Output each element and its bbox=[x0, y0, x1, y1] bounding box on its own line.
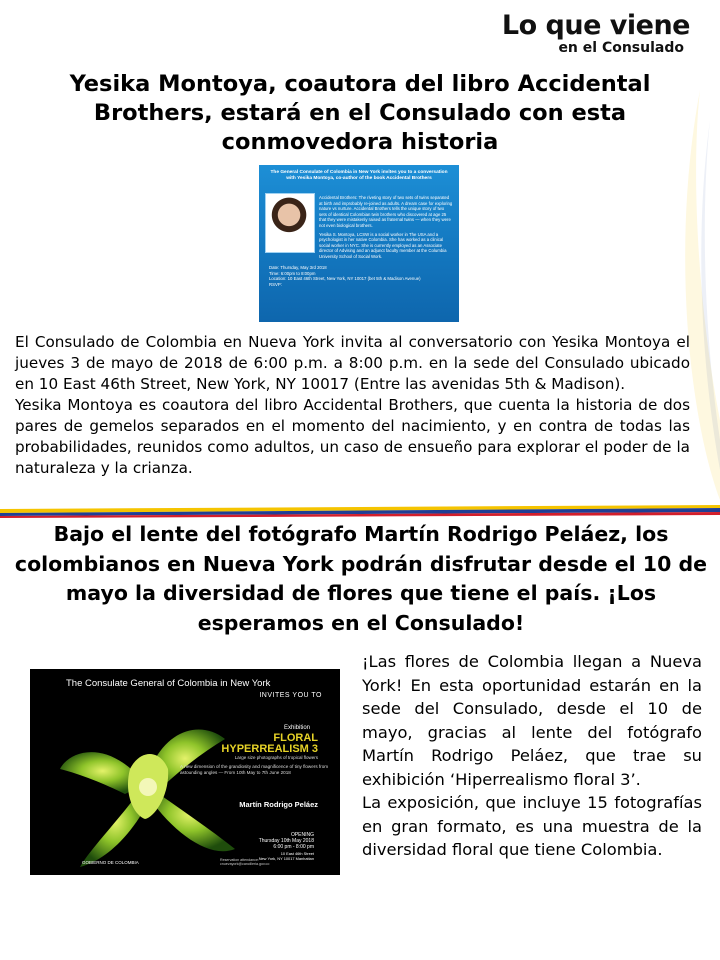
invitation-time: Time: 6:00pm to 8:00pm bbox=[269, 270, 316, 276]
article2-paragraph2: La exposición, que incluye 15 fotografías en gran formato, es una muestra de la diversidad floral que tiene Colombia. bbox=[362, 793, 702, 859]
invitation-date: Date: Thursday, May 3rd 2018 bbox=[269, 265, 327, 270]
logo-title: Lo que viene bbox=[501, 10, 690, 41]
invitation-card-details bbox=[269, 265, 449, 287]
invitation-card bbox=[259, 165, 459, 322]
article1-title: Yesika Montoya, coautora del libro Accidental Brothers, estará en el Consulado con esta conmovedora historia bbox=[69, 71, 651, 155]
invitation-card-header: The General Consulate of Colombia in New York invites you to a conversation with Yesika Montoya, co-author of the book Accidental Brothers bbox=[270, 170, 448, 181]
poster-rsvp-email: cnuevayork@cancilleria.gov.co bbox=[220, 862, 270, 867]
invitation-rsvp: RSVP: bbox=[269, 281, 282, 287]
poster-description: A new dimension of the grandiosity and magnificence of tiny flowers from astounding angles — From 10th May to 7th June 2018 bbox=[180, 764, 329, 775]
author-photo bbox=[265, 193, 315, 253]
invitation-card-body bbox=[319, 195, 453, 260]
poster-hyper-word: HYPERREALISM 3 bbox=[221, 743, 318, 755]
orchid-flower-image bbox=[50, 699, 240, 869]
poster-subtitle: Large size photographs of tropical flowers bbox=[234, 755, 318, 760]
poster-floral-word: FLORAL bbox=[273, 732, 318, 744]
article1-paragraph: El Consulado de Colombia en Nueva York invita al conversatorio con Yesika Montoya el jueves 3 de mayo de 2018 de 6:00 p.m. a 8:00 p.m. en la sede del Consulado ubicado en 10 East 46th Street, New York, NY 10017 (Entre las avenidas 5th & Madison). Yesika Montoya es coautora del libro Accidental Brothers, que cuenta la historia de dos pares de gemelos separados en el momento del nacimiento, y en contra de todas las probabilidades, reunidos como adultos, un caso de ensueño para explorar el poder de la naturaleza y la crianza. bbox=[15, 333, 690, 477]
article2-text bbox=[362, 650, 702, 862]
invitation-card-bio: Yesika S. Montoya, LCSW is a social worker in The USA and a psychologist in her native Colombia. She has worked as a clinical social worker in NYC. She is currently employed as an Associate director of Advising and an adjunct faculty member at the Columbia University School of Social Work. bbox=[319, 231, 447, 259]
exhibition-poster bbox=[30, 669, 340, 875]
poster-opening bbox=[259, 832, 314, 850]
poster-rsvp-label: Reservation attendance: bbox=[220, 858, 259, 862]
header-logo bbox=[502, 12, 690, 56]
article2-paragraph1: ¡Las flores de Colombia llegan a Nueva York! En esta oportunidad estarán en la sede del Consulado, desde el 10 de mayo, gracias al lente del fotógrafo Martín Rodrigo Peláez, que trae su exhibición ‘Hiperrealismo floral 3’. bbox=[362, 652, 702, 789]
invitation-card-description: Accidental Brothers: The riveting story of two sets of twins separated at birth and improbably re-joined as adults. A dream case for exploring nature vs nurture. Accidental Brothers tells the unique story of two sets of identical Colombian twin brothers who discovered at age 25 that they were mistakenly raised as fraternal twins — when they were not even biological brothers. bbox=[319, 195, 453, 228]
article2-title: Bajo el lente del fotógrafo Martín Rodrigo Peláez, los colombianos en Nueva York podrán disfrutar desde el 10 de mayo la diversidad de flores que tiene el país. ¡Los esperamos en el Consulado! bbox=[14, 522, 708, 635]
invitation-location: Location: 10 East 46th Street, New York, NY 10017 (bet 5th & Madison Avenue) bbox=[269, 276, 421, 282]
poster-rsvp bbox=[220, 858, 269, 867]
poster-author: Martín Rodrigo Peláez bbox=[239, 800, 318, 809]
poster-government-logo: GOBIERNO DE COLOMBIA bbox=[82, 860, 139, 865]
poster-address-line2: New York, NY 10017 Manhattan bbox=[258, 855, 314, 861]
poster-opening-label: OPENING bbox=[290, 832, 314, 838]
poster-invites-line: INVITES YOU TO bbox=[259, 692, 322, 699]
logo-subtitle: en el Consulado bbox=[558, 40, 684, 56]
poster-exhibition-label: Exhibition bbox=[283, 725, 310, 731]
poster-opening-date: Thursday 10th May 2018 bbox=[258, 838, 314, 844]
poster-consulate-line: The Consulate General of Colombia in New York bbox=[66, 678, 271, 689]
poster-exhibition-title bbox=[221, 733, 318, 760]
poster-opening-time: 6:00 pm - 8:00 pm bbox=[273, 844, 314, 850]
poster-address-line1: 10 East 46th Street bbox=[280, 851, 314, 856]
